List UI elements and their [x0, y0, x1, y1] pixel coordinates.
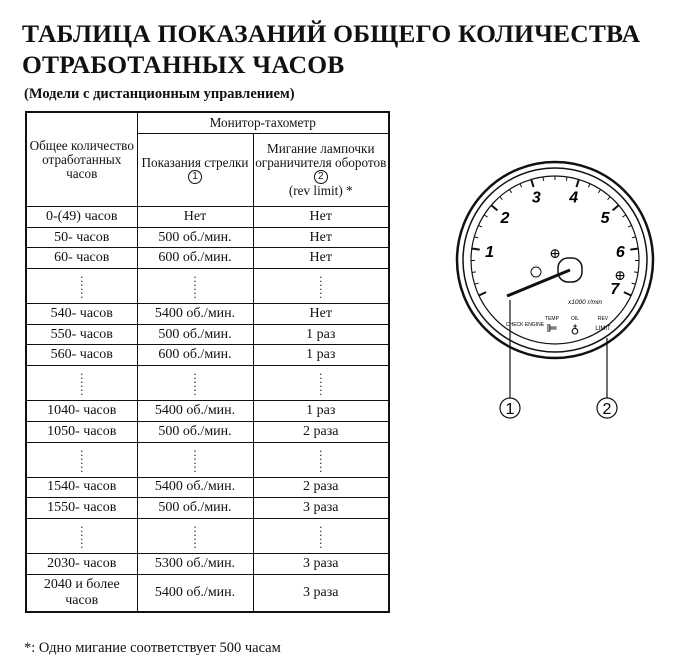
cell-hours: 560- часов — [26, 345, 137, 366]
cell-reading: : : : — [137, 518, 253, 553]
gauge-number: 4 — [569, 189, 579, 207]
page-subtitle: (Модели с дистанционным управлением) — [24, 86, 295, 102]
table-row — [26, 442, 389, 477]
cell-hours: 2040 и более часов — [26, 574, 137, 612]
cell-blink: 2 раза — [253, 421, 389, 442]
header-rev-limit-blink — [253, 134, 389, 207]
cell-reading: 500 об./мин. — [137, 421, 253, 442]
table-row — [26, 324, 389, 345]
needle-reading-label: Показания стрелки — [141, 154, 249, 170]
callout-marker-1: 1 — [188, 170, 202, 184]
cell-blink: 1 раз — [253, 401, 389, 422]
cell-reading: : : : — [137, 442, 253, 477]
gauge-tick — [630, 249, 638, 250]
callout-marker-2: 2 — [314, 170, 328, 184]
cell-reading: 5400 об./мин. — [137, 477, 253, 498]
cell-reading: 5400 об./мин. — [137, 401, 253, 422]
gauge-tick — [634, 272, 638, 273]
gauge-unit-label: x1000 r/min — [568, 299, 602, 306]
cell-hours: 50- часов — [26, 227, 137, 248]
table-row — [26, 248, 389, 269]
cell-hours: 1550- часов — [26, 498, 137, 519]
gauge-number: 3 — [531, 189, 541, 207]
cell-blink: 2 раза — [253, 477, 389, 498]
cell-hours: 2030- часов — [26, 553, 137, 574]
cell-reading: : : : — [137, 269, 253, 304]
cell-hours: 0-(49) часов — [26, 207, 137, 228]
limit-label: LIMIT — [595, 326, 611, 332]
oil-can-icon: ♁ — [570, 322, 580, 336]
table-row — [26, 269, 389, 304]
footnote: *: Одно мигание соответствует 500 часам — [24, 640, 281, 656]
cell-reading: 600 об./мин. — [137, 345, 253, 366]
rev-limit-tail: (rev limit) * — [288, 183, 353, 199]
gauge-number: 6 — [615, 243, 625, 261]
cell-hours: 1040- часов — [26, 401, 137, 422]
cell-blink: 3 раза — [253, 574, 389, 612]
cell-hours: : : : — [26, 442, 137, 477]
table-row — [26, 304, 389, 325]
cell-hours: : : : — [26, 518, 137, 553]
cell-reading: 5400 об./мин. — [137, 304, 253, 325]
cell-hours: 540- часов — [26, 304, 137, 325]
cell-reading: 600 об./мин. — [137, 248, 253, 269]
plus-left-icon: ⊕ — [549, 247, 561, 262]
header-total-hours: Общее количество отработанных часов — [26, 112, 137, 207]
table-row — [26, 207, 389, 228]
cell-reading: : : : — [137, 366, 253, 401]
table-row — [26, 553, 389, 574]
page-title: ТАБЛИЦА ПОКАЗАНИЙ ОБЩЕГО КОЛИЧЕСТВА ОТРАБОТАННЫХ ЧАСОВ — [22, 19, 641, 79]
gauge-tick — [472, 249, 480, 250]
table-row — [26, 574, 389, 612]
rev-limit-label: Мигание лампочки ограничителя оборотов — [255, 140, 387, 170]
cell-reading: 500 об./мин. — [137, 498, 253, 519]
cell-hours: 60- часов — [26, 248, 137, 269]
gauge-tick — [543, 177, 544, 181]
table-body — [26, 207, 389, 612]
table-row — [26, 227, 389, 248]
callout-number-1: 1 — [505, 401, 515, 418]
cell-reading: 500 об./мин. — [137, 324, 253, 345]
gauge-tick — [472, 272, 476, 273]
oil-label: OIL — [570, 316, 580, 322]
cell-reading: Нет — [137, 207, 253, 228]
cell-hours: 1050- часов — [26, 421, 137, 442]
cell-blink: 3 раза — [253, 498, 389, 519]
header-needle-reading — [137, 134, 253, 207]
table-row — [26, 518, 389, 553]
gauge-number: 1 — [485, 243, 495, 261]
gauge-number: 5 — [600, 209, 610, 227]
cell-reading: 5400 об./мин. — [137, 574, 253, 612]
cell-blink: : : : — [253, 269, 389, 304]
plus-right-icon: ⊕ — [614, 269, 626, 284]
table-row — [26, 477, 389, 498]
temp-label: TEMP — [545, 316, 559, 322]
cell-hours: 1540- часов — [26, 477, 137, 498]
cell-blink: 1 раз — [253, 324, 389, 345]
cell-blink: : : : — [253, 442, 389, 477]
header-tachometer: Монитор-тахометр — [137, 112, 389, 134]
cell-reading: 5300 об./мин. — [137, 553, 253, 574]
table-row — [26, 366, 389, 401]
cell-blink: 1 раз — [253, 345, 389, 366]
cell-blink: 3 раза — [253, 553, 389, 574]
gauge-number: 7 — [610, 280, 620, 298]
cell-blink: : : : — [253, 366, 389, 401]
table-row — [26, 345, 389, 366]
cell-blink: : : : — [253, 518, 389, 553]
tachometer-illustration — [455, 160, 670, 420]
hours-table — [25, 111, 390, 613]
rev-label: REV — [597, 316, 609, 322]
cell-hours: : : : — [26, 269, 137, 304]
cell-blink: Нет — [253, 304, 389, 325]
callout-number-2: 2 — [602, 401, 612, 418]
cell-blink: Нет — [253, 207, 389, 228]
check-engine-label: CHECK ENGINE — [505, 322, 545, 328]
temp-icon: ⊫ — [546, 323, 558, 335]
table-row — [26, 498, 389, 519]
table-row — [26, 421, 389, 442]
cell-reading: 500 об./мин. — [137, 227, 253, 248]
gauge-number: 2 — [500, 209, 510, 227]
gauge-tick — [566, 177, 567, 181]
cell-blink: Нет — [253, 248, 389, 269]
cell-blink: Нет — [253, 227, 389, 248]
table-row — [26, 401, 389, 422]
cell-hours: : : : — [26, 366, 137, 401]
cell-hours: 550- часов — [26, 324, 137, 345]
